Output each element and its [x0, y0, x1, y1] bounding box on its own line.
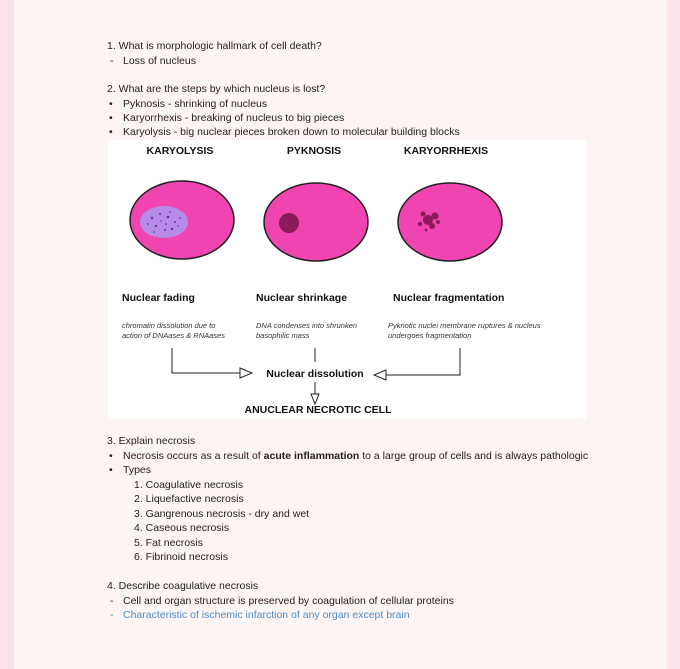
q2-bullet-pyknosis: • Pyknosis - shrinking of nucleus [123, 98, 267, 111]
desc-karyolysis-line1: chromatin dissolution due to [122, 321, 216, 330]
nuclear-dissolution: Nuclear dissolution [266, 368, 364, 380]
q3-bullet-text-pre: Necrosis occurs as a result of [123, 450, 264, 462]
q2-bullet-karyolysis: • Karyolysis - big nuclear pieces broken down to molecular building blocks [123, 126, 460, 139]
desc-karyorrhexis-line2: undergoes fragmentation [388, 331, 472, 340]
question-3: 3. Explain necrosis [107, 435, 196, 447]
title-nuclear-shrinkage: Nuclear shrinkage [256, 292, 348, 304]
q3-bullet-types: • Types [123, 464, 151, 477]
q3-bullet-necrosis [123, 450, 588, 463]
arrow-right [380, 348, 460, 375]
question-2: 2. What are the steps by which nucleus is lost? [107, 83, 326, 95]
desc-pyknosis-line2: basophilic mass [256, 331, 310, 340]
title-nuclear-fragmentation: Nuclear fragmentation [393, 292, 505, 304]
desc-karyorrhexis-line1: Pyknotic nuclei membrane ruptures & nucleus [388, 321, 541, 330]
arrow-left [172, 348, 246, 373]
diagram-svg [108, 140, 586, 419]
nuclear-changes-diagram [108, 140, 586, 419]
type-fibrinoid: 6. Fibrinoid necrosis [134, 551, 228, 563]
q4-line-2: - Characteristic of ischemic infarction of any organ except brain [123, 609, 410, 622]
q3-bullet-text-bold: acute inflammation [263, 450, 360, 462]
arrow-down-head [311, 394, 319, 404]
header-karyorrhexis: KARYORRHEXIS [403, 145, 489, 157]
header-karyolysis: KARYOLYSIS [146, 145, 214, 157]
nucleus-shrunken [279, 213, 299, 233]
answer-1: - Loss of nucleus [123, 55, 196, 68]
desc-pyknosis-line1: DNA condenses into shrunken [256, 321, 358, 330]
q4-line-1: - Cell and organ structure is preserved by coagulation of cellular proteins [123, 595, 454, 608]
type-caseous: 4. Caseous necrosis [134, 522, 230, 534]
q2-bullet-karyorrhexis: • Karyorrhexis - breaking of nucleus to big pieces [123, 112, 344, 125]
question-1: 1. What is morphologic hallmark of cell death? [107, 40, 322, 52]
anuclear-necrotic-cell: ANUCLEAR NECROTIC CELL [244, 404, 392, 416]
type-gangrenous: 3. Gangrenous necrosis - dry and wet [134, 508, 310, 520]
type-coagulative: 1. Coagulative necrosis [134, 479, 244, 491]
q3-bullet-text-post: to a large group of cells and is always pathologic [359, 450, 589, 462]
header-pyknosis: PYKNOSIS [286, 145, 342, 157]
title-nuclear-fading: Nuclear fading [122, 292, 195, 304]
question-4: 4. Describe coagulative necrosis [107, 580, 259, 592]
type-fat: 5. Fat necrosis [134, 537, 203, 549]
desc-karyolysis-line2: action of DNAases & RNAases [122, 331, 225, 340]
arrow-right-head [374, 370, 386, 380]
arrow-left-head [240, 368, 252, 378]
type-liquefactive: 2. Liquefactive necrosis [134, 493, 244, 505]
nucleus-faded [140, 206, 188, 238]
cell-karyorrhexis [398, 183, 502, 261]
